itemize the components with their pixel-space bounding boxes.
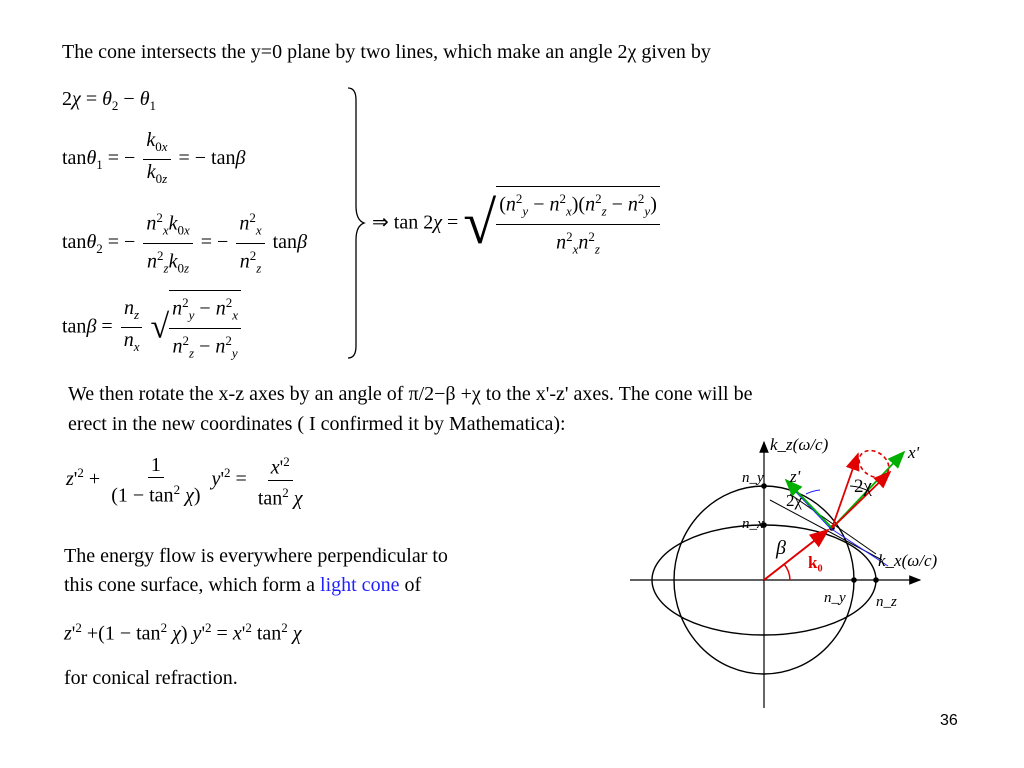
equation-tan-theta2: tanθ$_2$ = − $\frac{n^2_xk_{0x}}{n^2_zk_{0z}}$ = − $\frac{n^2_x}{n^2_z}$ tanβ	[62, 206, 307, 280]
zprime-label: z'	[790, 467, 801, 486]
conical-refraction-diagram	[620, 430, 980, 720]
equation-result: ⇒ tan 2χ = √ $\frac{(n^2_y - n^2_x)(n^2_z - n^2_y)}{n^2_xn^2_z}$	[372, 186, 663, 261]
equation-tan-theta1: tanθ$_1$ = − $\frac{k_{0x}}{k_{0z}}$ = − tanβ	[62, 129, 246, 186]
equation-cone: $z'^2$ + $\frac{1}{(1 - \tan^2 \chi)}$ $y'^2$ = $\frac{x'^2}{\tan^2 \chi}$	[66, 450, 309, 510]
equation-light-cone: $z'^2 +(1 - \tan^2 \chi) y'^2 = x'^2$ $\tan^2 \chi$	[64, 620, 302, 645]
kz-axis-label: k_z(ω/c)	[770, 435, 829, 454]
kx-axis-label: k_x(ω/c)	[878, 551, 938, 570]
beta-label: β	[776, 537, 786, 559]
equation-tan-beta: tanβ = $\frac{n_z}{n_x}$ √ $\frac{n^2_y - n^2_x}{n^2_z - n^2_y}$	[62, 290, 244, 365]
ny-horizontal-label: n_y	[824, 590, 846, 606]
right-brace	[344, 86, 368, 360]
closing-text: for conical refraction.	[64, 667, 238, 689]
2chi-label-right: 2χ	[854, 476, 872, 497]
rotation-text-line2: erect in the new coordinates ( I confirmed it by Mathematica):	[68, 413, 566, 435]
equation-2chi: $2\chi = \theta_2 - \theta_1$	[62, 88, 157, 113]
rotation-text-line1: We then rotate the x-z axes by an angle of π/2−β +χ to the x'-z' axes. The cone will be	[68, 383, 753, 405]
light-cone-term: light cone	[320, 574, 400, 596]
xprime-label: x'	[908, 443, 920, 462]
nz-horizontal-label: n_z	[876, 594, 897, 610]
page-number: 36	[940, 712, 958, 729]
ny-vertical-label: n_y	[742, 470, 764, 486]
intro-text: The cone intersects the y=0 plane by two lines, which make an angle 2χ given by	[62, 41, 711, 63]
energy-text-line2: this cone surface, which form a light cone of	[64, 574, 422, 596]
k0-label: k₀	[808, 553, 823, 572]
energy-text-line1: The energy flow is everywhere perpendicular to	[64, 545, 448, 567]
nx-vertical-label: n_x	[742, 516, 764, 532]
2chi-label-left: 2χ	[786, 491, 803, 510]
